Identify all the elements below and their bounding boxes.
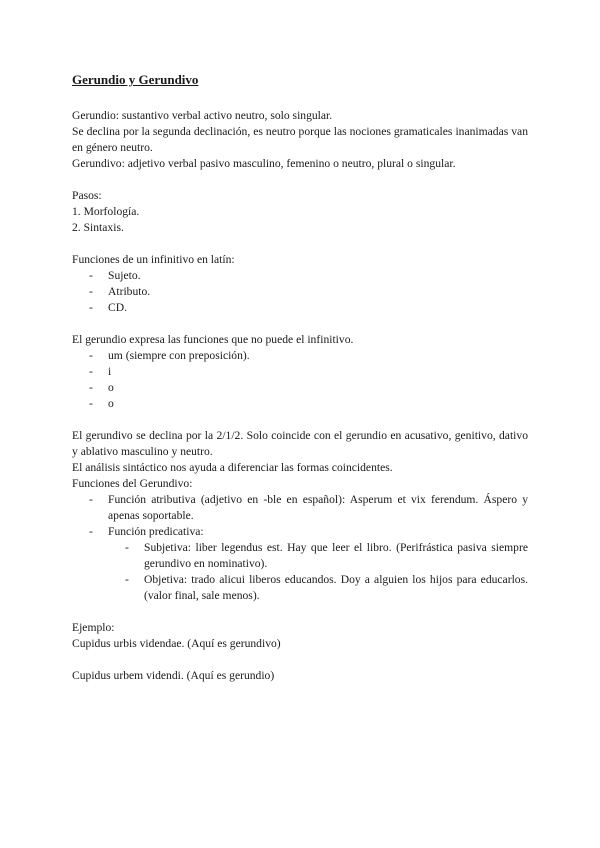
intro-line: Gerundivo: adjetivo verbal pasivo masculino, femenino o neutro, plural o singular. xyxy=(72,157,456,170)
intro-line: Gerundio: sustantivo verbal activo neutro, solo singular. xyxy=(72,109,333,122)
analisis-line: El análisis sintáctico nos ayuda a diferenciar las formas coincidentes. xyxy=(72,461,393,474)
gerundio-heading: El gerundio expresa las funciones que no puede el infinitivo. xyxy=(72,333,354,346)
pasos-heading: Pasos: xyxy=(72,189,102,202)
sublist-item xyxy=(108,572,528,604)
objetiva-text: - Objetiva: trado alicui liberos educandos. Doy a alguien los hijos para educarlos. (valor final, sale menos). xyxy=(144,573,528,602)
list-item: - CD. xyxy=(72,300,528,316)
gerundivo-list xyxy=(72,492,528,604)
gerundio-list xyxy=(72,348,528,412)
gerundivo-section xyxy=(72,428,528,604)
intro-section xyxy=(72,108,528,172)
predicativa-sublist xyxy=(108,540,528,604)
pasos-item: 2. Sintaxis. xyxy=(72,221,124,234)
infinitivo-list xyxy=(72,268,528,316)
document-title: Gerundio y Gerundivo xyxy=(72,72,199,87)
list-item xyxy=(72,492,528,524)
ejemplo-line: Cupidus urbem videndi. (Aquí es gerundio) xyxy=(72,669,275,682)
pasos-item: 1. Morfología. xyxy=(72,205,140,218)
gerundivo-funciones-heading: Funciones del Gerundivo: xyxy=(72,477,193,490)
list-item: - um (siempre con preposición). xyxy=(72,348,528,364)
infinitivo-heading: Funciones de un infinitivo en latín: xyxy=(72,253,235,266)
pasos-section xyxy=(72,188,528,236)
ejemplo-line: Cupidus urbis videndae. (Aquí es gerundivo) xyxy=(72,637,281,650)
list-item: - Sujeto. xyxy=(72,268,528,284)
gerundivo-paragraph: El gerundivo se declina por la 2/1/2. Solo coincide con el gerundio en acusativo, genitivo, dativo y ablativo masculino y neutro. xyxy=(72,429,528,458)
predicativa-text: - Función predicativa: xyxy=(108,525,204,538)
sublist-item xyxy=(108,540,528,572)
infinitivo-section xyxy=(72,252,528,316)
document-page xyxy=(72,72,528,684)
list-item: - o xyxy=(72,380,528,396)
list-item: - i xyxy=(72,364,528,380)
ejemplo-section xyxy=(72,620,528,684)
ejemplo-heading: Ejemplo: xyxy=(72,621,115,634)
atributiva-text: - Función atributiva (adjetivo en -ble en español): Asperum et vix ferendum. Áspero y apenas soportable. xyxy=(108,493,528,522)
list-item: - o xyxy=(72,396,528,412)
gerundio-section xyxy=(72,332,528,412)
list-item: - Atributo. xyxy=(72,284,528,300)
subjetiva-text: - Subjetiva: liber legendus est. Hay que leer el libro. (Perifrástica pasiva siempre gerundivo en nominativo). xyxy=(144,541,528,570)
list-item xyxy=(72,524,528,604)
intro-line: Se declina por la segunda declinación, es neutro porque las nociones gramaticales inanimadas van en género neutro. xyxy=(72,125,528,154)
